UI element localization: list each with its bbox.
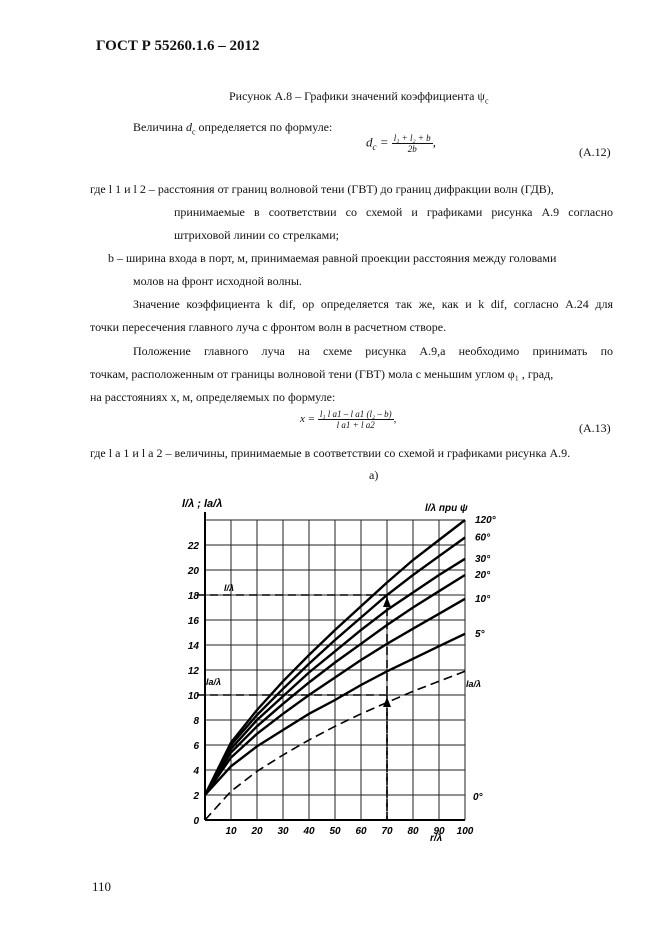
equation-a13 [300,409,396,430]
eq2-lhs: x = [300,413,316,426]
eq2-numerator: l₁ l a1 – l a1 (l₂ – b) [319,409,392,419]
annotation-l: l/λ [224,583,235,593]
p3-line3: на расстояниях x, м, определяемых по формуле: [90,390,336,404]
legend-title: l/λ при ψ [425,503,468,514]
page-number: 110 [92,879,112,894]
where1-line3: штриховой линии со стрелками; [174,228,339,242]
p1-var-sub: c [191,127,196,137]
x-tick-label: 90 [433,826,445,837]
y-axis-label: l/λ ; la/λ [182,498,223,510]
series-label: 30° [475,553,491,565]
x-tick-label: 70 [381,826,393,837]
equation-number-a13: (А.13) [579,421,611,435]
series-label: 10° [475,593,491,605]
where2-line2: молов на фронт исходной волны. [133,274,302,288]
equation-number-a12: (А.12) [579,145,611,159]
series-label: 5° [475,628,485,640]
y-tick-label: 18 [187,591,199,602]
p1-var: d [185,120,192,134]
y-tick-label: 22 [187,541,199,552]
p1-lead: Величина [133,120,183,134]
figure-caption-text: Рисунок А.8 – Графики значений коэффициента ψ [229,89,485,103]
series-label: 120° [475,515,496,526]
x-tick-label: 50 [329,826,341,837]
x-tick-label: 30 [277,826,289,837]
y-tick-label: 14 [187,641,199,652]
x-axis-label: r/λ [430,833,443,844]
eq2-comma: , [393,413,397,426]
y-tick-label: 16 [187,616,199,627]
y-tick-label: 4 [193,766,199,777]
eq1-fraction [392,133,433,154]
x-tick-label: 100 [456,826,474,837]
p3-line2: точкам, расположенным от границы волновой тени (ГВТ) мола с меньшим углом φ₁ , град, [90,367,554,381]
y-tick-label: 12 [187,666,199,677]
chart-curves [205,515,497,820]
x-tick-label: 40 [303,826,315,837]
eq1-numerator: l₁ + l₂ + b [393,133,431,143]
eq2-denominator: l a1 + l a2 [336,420,375,430]
subfigure-label: а) [369,468,379,482]
paragraph-dc-intro [133,120,332,139]
annotation-la-right: la/λ [466,679,482,689]
eq1-lhs-sub: c [372,142,377,153]
p1-tail: определяется по формуле: [198,120,333,134]
series-label-zero: 0° [473,792,483,803]
eq1-lhs: d [366,134,373,150]
chart-labels [182,498,481,844]
document-header: ГОСТ Р 55260.1.6 – 2012 [96,38,260,54]
x-tick-label: 60 [355,826,367,837]
p2-line1: Значение коэффициента k dif, op определяется так же, как и k dif, согласно А.24 для [133,297,613,311]
p3-line1: Положение главного луча на схеме рисунка А.9,а необходимо принимать по [133,344,613,358]
y-tick-label: 0 [193,816,199,827]
y-tick-label: 20 [187,566,199,577]
eq1-denominator: 2b [407,144,417,154]
y-tick-label: 10 [187,691,199,702]
where1-line1: где l 1 и l 2 – расстояния от границ волновой тени (ГВТ) до границ дифракции волн (ГДВ), [90,182,554,196]
series-label: 60° [475,532,491,544]
y-tick-label: 8 [193,716,199,727]
y-tick-label: 2 [193,791,199,802]
x-tick-label: 10 [225,826,237,837]
figure-caption [229,89,489,108]
eq1-comma: , [432,134,436,150]
eq2-fraction [318,409,394,430]
equation-a12: $d_c$ = $\frac{\text{l₁ + l₂ + b}}{2b}$ , [366,133,436,154]
series-label: 20° [475,570,491,581]
annotation-la: la/λ [206,677,222,687]
figure-caption-sub: c [484,96,489,106]
where3: где l а 1 и l а 2 – величины, принимаемые в соответствии со схемой и графиками рисунка А.9. [90,446,571,460]
x-tick-label: 80 [407,826,419,837]
x-tick-label: 20 [251,826,263,837]
where2-line1: b – ширина входа в порт, м, принимаемая равной проекции расстояния между головами [108,251,557,265]
guide-arrow [383,697,391,707]
p2-line2: точки пересечения главного луча с фронтом волн в расчетном створе. [90,320,447,334]
coefficient-chart [160,485,520,855]
y-tick-label: 6 [193,741,199,752]
where1-line2: принимаемые в соответствии со схемой и графиками рисунка А.9 согласно [174,205,613,219]
